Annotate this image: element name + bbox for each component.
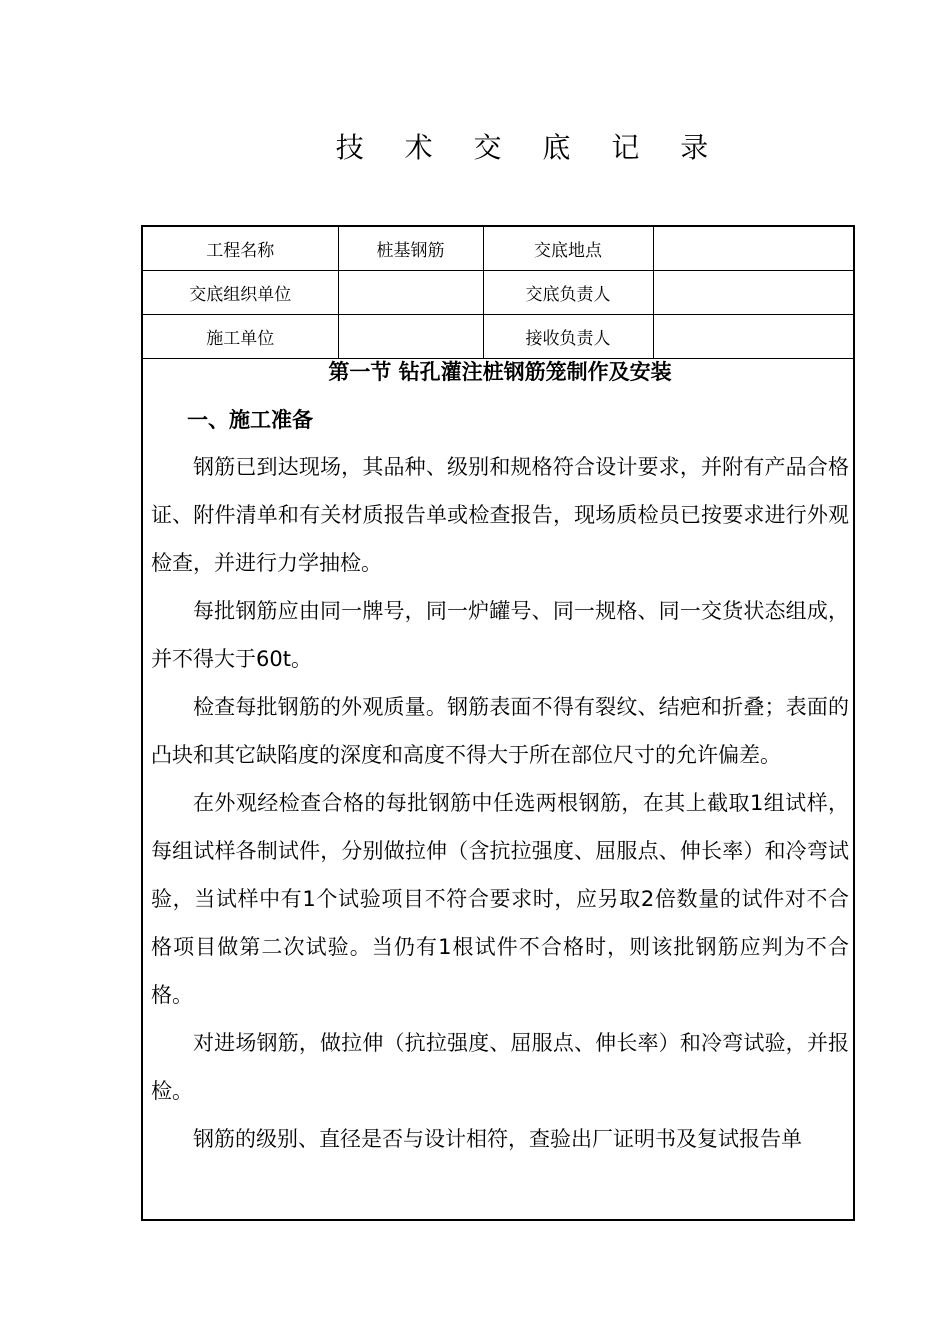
label-construction-unit: 施工单位 bbox=[143, 315, 338, 359]
label-disclosure-manager: 交底负责人 bbox=[483, 271, 653, 315]
table-row bbox=[143, 271, 853, 315]
label-disclosure-location: 交底地点 bbox=[483, 227, 653, 271]
value-project-name: 桩基钢筋 bbox=[338, 227, 483, 271]
paragraph: 对进场钢筋，做拉伸（抗拉强度、屈服点、伸长率）和冷弯试验，并报检。 bbox=[151, 1031, 849, 1103]
value-receiving-manager bbox=[653, 315, 853, 359]
label-receiving-manager: 接收负责人 bbox=[483, 315, 653, 359]
label-project-name: 工程名称 bbox=[143, 227, 338, 271]
label-organizing-unit: 交底组织单位 bbox=[143, 271, 338, 315]
disclosure-form bbox=[141, 225, 855, 1221]
table-row bbox=[143, 315, 853, 359]
paragraph: 钢筋的级别、直径是否与设计相符，查验出厂证明书及复试报告单 bbox=[193, 1127, 802, 1151]
info-table bbox=[143, 227, 853, 359]
value-disclosure-manager bbox=[653, 271, 853, 315]
value-organizing-unit bbox=[338, 271, 483, 315]
table-row bbox=[143, 227, 853, 271]
value-disclosure-location bbox=[653, 227, 853, 271]
paragraph: 在外观经检查合格的每批钢筋中任选两根钢筋，在其上截取1组试样，每组试样各制试件，分别做拉伸（含抗拉强度、屈服点、伸长率）和冷弯试验，当试样中有1个试验项目不符合要求时，应另取2倍数量的试件对不合格项目做第二次试验。当仍有1根试件不合格时，则该批钢筋应判为不合格。 bbox=[151, 791, 849, 1007]
disclosure-content bbox=[151, 357, 849, 1163]
paragraph: 检查每批钢筋的外观质量。钢筋表面不得有裂纹、结疤和折叠；表面的凸块和其它缺陷度的深度和高度不得大于所在部位尺寸的允许偏差。 bbox=[151, 695, 849, 767]
document-title: 技 术 交 底 记 录 bbox=[335, 131, 725, 164]
paragraph: 钢筋已到达现场，其品种、级别和规格符合设计要求，并附有产品合格证、附件清单和有关材质报告单或检查报告，现场质检员已按要求进行外观检查，并进行力学抽检。 bbox=[151, 455, 849, 575]
subsection-title: 一、施工准备 bbox=[187, 408, 313, 432]
section-title: 第一节 钻孔灌注桩钢筋笼制作及安装 bbox=[328, 360, 672, 384]
value-construction-unit bbox=[338, 315, 483, 359]
paragraph: 每批钢筋应由同一牌号，同一炉罐号、同一规格、同一交货状态组成，并不得大于60t。 bbox=[151, 599, 849, 671]
